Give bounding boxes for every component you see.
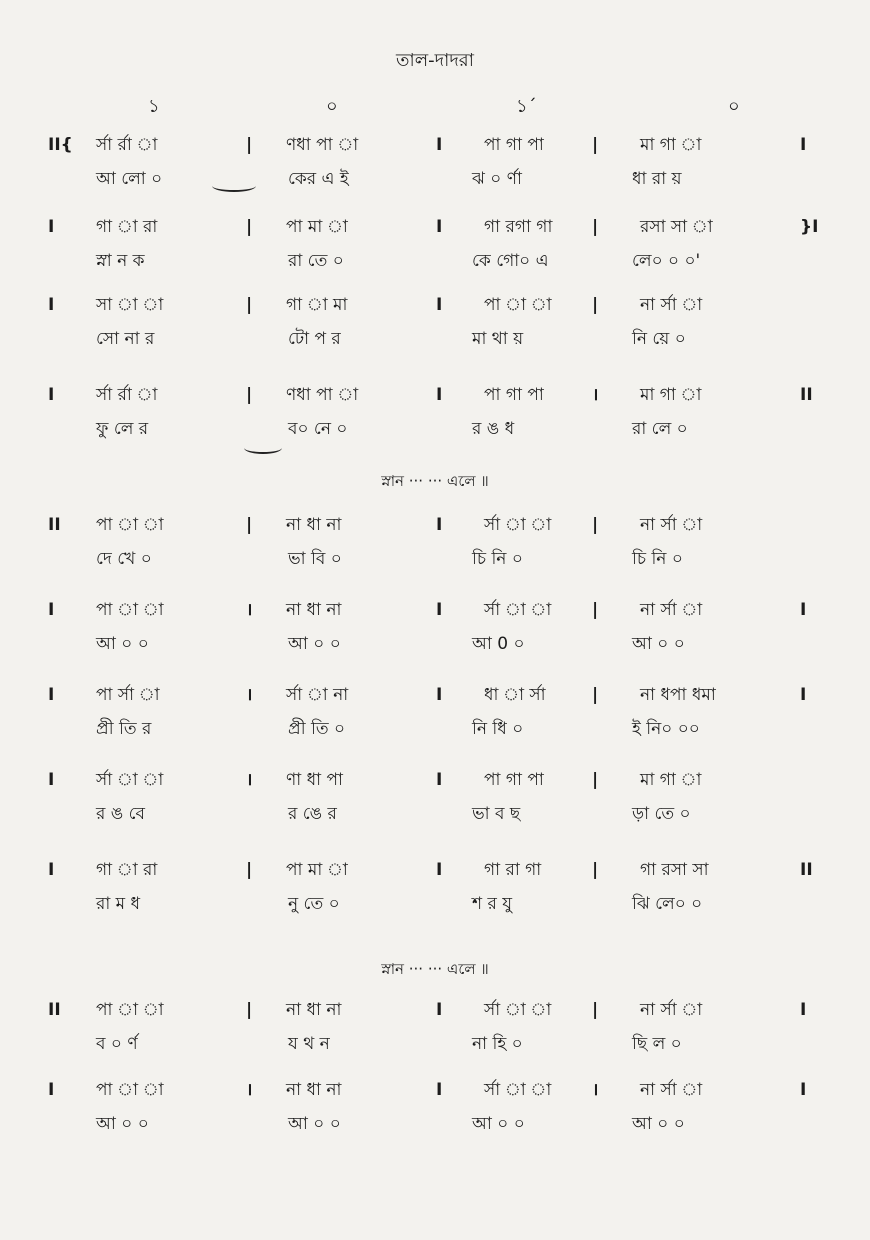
note-group: না র্সা া	[640, 295, 703, 315]
bar-line-left: I	[48, 860, 55, 880]
bar-separator: ।	[592, 1080, 599, 1100]
note-group: না ধা না	[286, 600, 342, 620]
notes-row	[0, 130, 870, 164]
note-group: ণধা পা া	[286, 385, 359, 405]
bar-line-left: I	[48, 685, 55, 705]
lyrics-row	[0, 889, 870, 921]
bar-separator: |	[246, 135, 253, 155]
note-group: না ধপা ধমা	[640, 685, 716, 705]
lyric-group: রা লে ০	[632, 419, 688, 439]
bar-line-right: II	[800, 385, 813, 405]
staff-line	[0, 680, 870, 746]
lyric-group: লে০ ০ ০'	[632, 251, 701, 271]
lyric-group: ফু লে র	[96, 419, 149, 439]
staff-line	[0, 510, 870, 576]
lyric-group: ঝি লে০ ০	[632, 894, 703, 914]
bar-separator: I	[436, 685, 443, 705]
note-group: পা মা া	[286, 860, 348, 880]
bar-line-left: I	[48, 1080, 55, 1100]
bar-line-left: I	[48, 600, 55, 620]
notes-row	[0, 290, 870, 324]
lyric-group: প্রী তি র	[96, 719, 152, 739]
note-group: পা মা া	[286, 217, 348, 237]
note-group: র্সা া া	[484, 1080, 552, 1100]
bar-separator: |	[246, 515, 253, 535]
lyric-group: ব ০ র্ণ	[96, 1034, 138, 1054]
lyrics-row	[0, 246, 870, 278]
bar-separator: ।	[246, 600, 253, 620]
lyrics-row	[0, 1109, 870, 1141]
lyric-group: দে খে ০	[96, 549, 152, 569]
bar-separator: I	[436, 295, 443, 315]
lyric-group: কের এ ই	[288, 169, 349, 189]
bar-separator: I	[436, 1000, 443, 1020]
bar-separator: I	[436, 135, 443, 155]
note-group: না র্সা া	[640, 1080, 703, 1100]
lyric-group: ভা বি ০	[288, 549, 342, 569]
note-group: না ধা না	[286, 1000, 342, 1020]
lyric-group: আ ০ ০	[472, 1114, 525, 1134]
note-group: র্সা া া	[484, 1000, 552, 1020]
lyrics-row	[0, 1029, 870, 1061]
bar-line-left: II{	[48, 135, 73, 155]
lyric-group: চি নি ০	[632, 549, 683, 569]
lyric-group: ই নি০ ০০	[632, 719, 700, 739]
lyric-group: আ ০ ০	[288, 1114, 341, 1134]
lyric-group: র ঙ ধ	[472, 419, 515, 439]
bar-separator: ।	[246, 685, 253, 705]
beat-marker-3: ১´	[516, 96, 537, 117]
lyric-group: নু তে ০	[288, 894, 340, 914]
note-group: র্সা র্রা া	[96, 135, 158, 155]
notes-row	[0, 680, 870, 714]
bar-separator: |	[592, 217, 599, 237]
staff-line	[0, 130, 870, 196]
lyrics-row	[0, 324, 870, 356]
note-group: র্সা া া	[484, 600, 552, 620]
lyric-group: আ ০ ০	[632, 634, 685, 654]
lyric-group: আ ০ ০	[288, 634, 341, 654]
notes-row	[0, 380, 870, 414]
bar-separator: |	[592, 860, 599, 880]
note-group: র্সা া া	[484, 515, 552, 535]
notes-row	[0, 855, 870, 889]
notes-row	[0, 510, 870, 544]
lyrics-row	[0, 414, 870, 446]
beat-marker-4: ০	[728, 96, 740, 117]
note-group: পা া া	[96, 600, 164, 620]
bar-separator: I	[436, 515, 443, 535]
bar-separator: |	[592, 515, 599, 535]
bar-separator: I	[436, 770, 443, 790]
lyric-group: ঝ ০ র্ণা	[472, 169, 522, 189]
lyric-group: ব০ নে ০	[288, 419, 348, 439]
lyric-group: শ র যু	[472, 894, 513, 914]
lyric-group: প্রী তি ০	[288, 719, 346, 739]
note-group: না র্সা া	[640, 515, 703, 535]
bar-line-right: I	[800, 685, 807, 705]
lyric-group: আ লো ০	[96, 169, 163, 189]
note-group: না ধা না	[286, 1080, 342, 1100]
note-group: ধা া র্সা	[484, 685, 546, 705]
note-group: না র্সা া	[640, 600, 703, 620]
notes-row	[0, 765, 870, 799]
notes-row	[0, 1075, 870, 1109]
note-group: র্সা া া	[96, 770, 164, 790]
bar-line-right: I	[800, 600, 807, 620]
lyric-group: আ ০ ০	[632, 1114, 685, 1134]
beat-marker-1: ১	[148, 96, 160, 117]
lyric-group: না হি ০	[472, 1034, 523, 1054]
lyric-group: র ঙ বে	[96, 804, 145, 824]
notes-row	[0, 212, 870, 246]
lyric-group: ধা রা য়	[632, 169, 682, 189]
lyrics-row	[0, 544, 870, 576]
note-group: না র্সা া	[640, 1000, 703, 1020]
staff-line	[0, 995, 870, 1061]
note-group: র্সা া না	[286, 685, 349, 705]
lyric-group: আ ০ ০	[96, 634, 149, 654]
note-group: সা া া	[96, 295, 164, 315]
note-group: মা গা া	[640, 770, 702, 790]
notes-row	[0, 595, 870, 629]
bar-line-left: I	[48, 217, 55, 237]
slur-mark	[212, 180, 256, 192]
note-group: পা া া	[96, 1080, 164, 1100]
bar-line-right: II	[800, 860, 813, 880]
note-group: গা া মা	[286, 295, 348, 315]
note-group: গা রা গা	[484, 860, 542, 880]
note-group: পা া া	[96, 515, 164, 535]
lyric-group: রা তে ০	[288, 251, 344, 271]
lyric-group: কে গো০ এ	[472, 251, 549, 271]
lyrics-row	[0, 714, 870, 746]
bar-line-right: I	[800, 1000, 807, 1020]
staff-line	[0, 212, 870, 278]
note-group: মা গা া	[640, 385, 702, 405]
page-title: তাল-দাদরা	[396, 50, 474, 71]
lyric-group: আ ০ ০	[96, 1114, 149, 1134]
notes-row	[0, 995, 870, 1029]
bar-separator: |	[246, 860, 253, 880]
lyric-group: ভা ব ছ	[472, 804, 521, 824]
lyrics-row	[0, 629, 870, 661]
bar-line-right: I	[800, 135, 807, 155]
lyric-group: স্না ন ক	[96, 251, 145, 271]
lyric-group: য থ ন	[288, 1034, 330, 1054]
bar-separator: |	[592, 1000, 599, 1020]
note-group: গা রসা সা	[640, 860, 709, 880]
slur-mark	[244, 442, 282, 454]
bar-separator: ।	[246, 770, 253, 790]
bar-separator: I	[436, 1080, 443, 1100]
staff-line	[0, 290, 870, 356]
note-group: পা র্সা া	[96, 685, 160, 705]
bar-line-left: II	[48, 1000, 61, 1020]
lyric-group: মা থা য়	[472, 329, 524, 349]
lyric-group: নি য়ে ০	[632, 329, 686, 349]
bar-separator: |	[592, 600, 599, 620]
note-group: পা গা পা	[484, 385, 544, 405]
lyric-group: ছি ল ০	[632, 1034, 682, 1054]
staff-line	[0, 595, 870, 661]
lyric-group: রা ম ধ	[96, 894, 141, 914]
note-group: পা গা পা	[484, 770, 544, 790]
refrain-marker: স্নান ··· ··· এলে ॥	[381, 960, 489, 978]
lyric-group: চি নি ০	[472, 549, 523, 569]
bar-separator: |	[246, 1000, 253, 1020]
bar-separator: |	[246, 385, 253, 405]
staff-line	[0, 855, 870, 921]
bar-separator: ।	[592, 385, 599, 405]
note-group: রসা সা া	[640, 217, 713, 237]
bar-separator: I	[436, 600, 443, 620]
note-group: না ধা না	[286, 515, 342, 535]
lyric-group: ড়া তে ০	[632, 804, 691, 824]
bar-separator: |	[592, 295, 599, 315]
lyric-group: নি ধি ০	[472, 719, 524, 739]
staff-line	[0, 1075, 870, 1141]
bar-separator: ।	[246, 1080, 253, 1100]
note-group: পা গা পা	[484, 135, 544, 155]
lyrics-row	[0, 164, 870, 196]
note-group: গা রগা গা	[484, 217, 553, 237]
staff-line	[0, 380, 870, 446]
bar-line-left: I	[48, 385, 55, 405]
note-group: ণধা পা া	[286, 135, 359, 155]
bar-line-left: I	[48, 295, 55, 315]
note-group: ণা ধা পা	[286, 770, 343, 790]
bar-separator: I	[436, 385, 443, 405]
lyric-group: টো প র	[288, 329, 341, 349]
note-group: মা গা া	[640, 135, 702, 155]
bar-line-right: }I	[800, 217, 819, 237]
bar-line-left: II	[48, 515, 61, 535]
note-group: পা া া	[484, 295, 552, 315]
bar-separator: I	[436, 860, 443, 880]
note-group: গা া রা	[96, 860, 158, 880]
bar-separator: |	[592, 135, 599, 155]
bar-separator: I	[436, 217, 443, 237]
bar-separator: |	[592, 770, 599, 790]
bar-separator: |	[246, 217, 253, 237]
bar-line-left: I	[48, 770, 55, 790]
note-group: গা া রা	[96, 217, 158, 237]
bar-separator: |	[246, 295, 253, 315]
bar-line-right: I	[800, 1080, 807, 1100]
lyric-group: র ঙে র	[288, 804, 337, 824]
lyrics-row	[0, 799, 870, 831]
note-group: র্সা র্রা া	[96, 385, 158, 405]
lyric-group: সো না র	[96, 329, 155, 349]
lyric-group: আ 0 ০	[472, 634, 525, 654]
bar-separator: |	[592, 685, 599, 705]
note-group: পা া া	[96, 1000, 164, 1020]
staff-line	[0, 765, 870, 831]
refrain-marker: স্নান ··· ··· এলে ॥	[381, 472, 489, 490]
beat-marker-2: ০	[326, 96, 338, 117]
